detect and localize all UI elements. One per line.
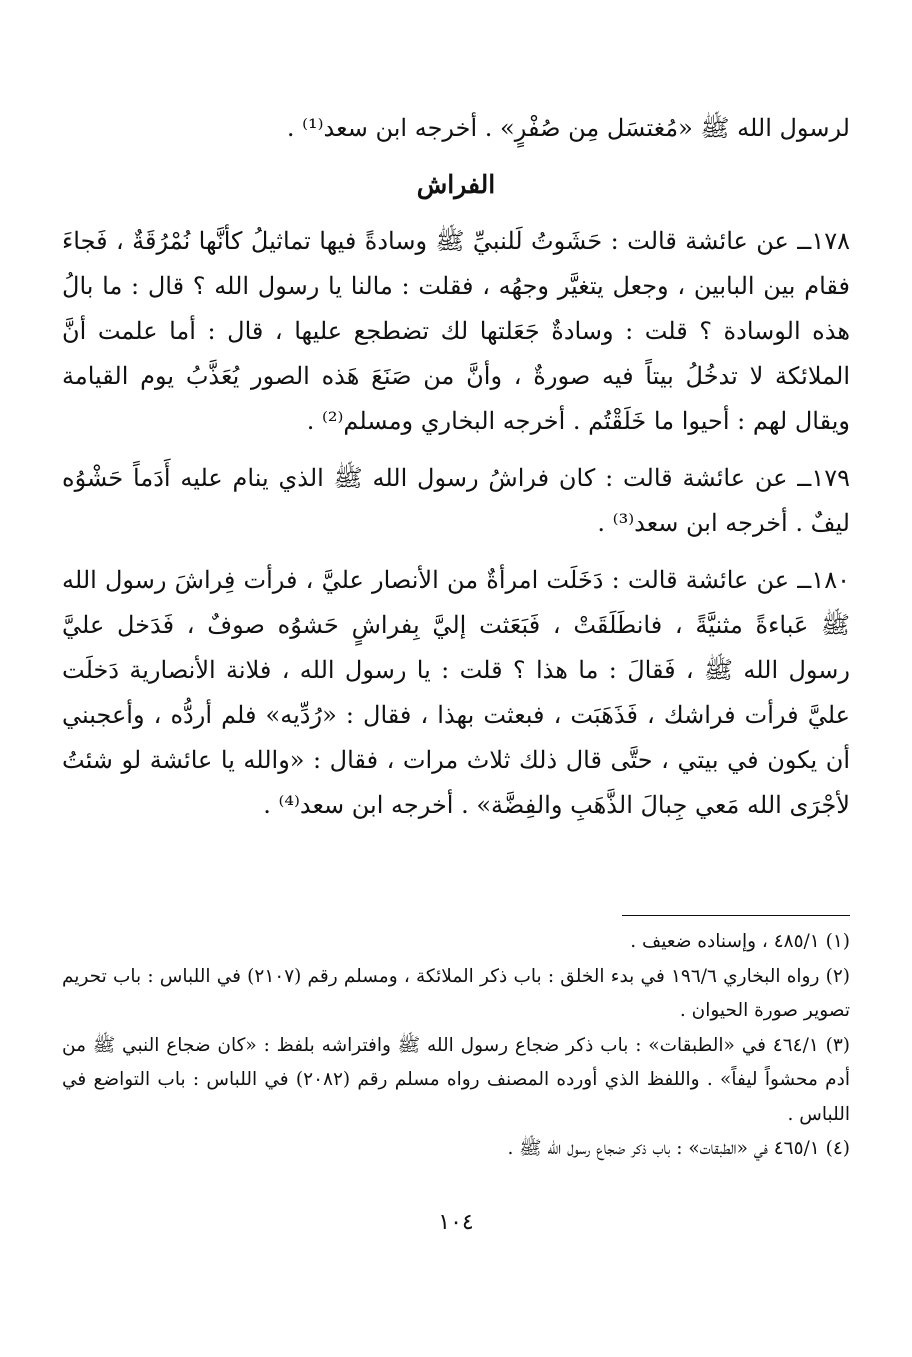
footnote: (٢) رواه البخاري ١٩٦/٦ في بدء الخلق : باب ذكر الملائكة ، ومسلم رقم (٢١٠٧) في اللباس : باب تحريم تصوير صورة الحيوان . (62, 965, 850, 1021)
hadith-paragraph: ١٧٩ــ عن عائشة قالت : كان فراشُ رسول الله ﷺ الذي ينام عليه أَدَماً حَشْوُه ليفٌ . أخرجه ابن سعد⁽³⁾ . (62, 464, 850, 537)
section-heading: الفراش (416, 170, 496, 199)
footnote: (٤) ٤٦٥/١ في «الطبقات» : باب ذكر ضجاع رسول الله ﷺ . (507, 1138, 850, 1159)
footnote-divider (622, 915, 850, 916)
footnotes (62, 925, 850, 1167)
footnote: (٣) ٤٦٤/١ في «الطبقات» : باب ذكر ضجاع رسول الله ﷺ وافتراشه بلفظ : «كان ضجاع النبي ﷺ من أدم محشواً ليفاً» . واللفظ الذي أورده المصنف رواه مسلم رقم (٢٠٨٢) في اللباس : باب التواضع في اللباس . (62, 1034, 851, 1125)
main-text (62, 106, 850, 828)
hadith-paragraph: ١٨٠ــ عن عائشة قالت : دَخَلَت امرأةٌ من الأنصار عليَّ ، فرأت فِراشَ رسول الله ﷺ عَباءةً مثنيَّةً ، فانطَلَقَتْ ، فَبَعَثت إليَّ بِفراشٍ حَشوُه صوفٌ ، فَدَخل عليَّ رسول الله ﷺ ، فَقالَ : ما هذا ؟ قلت : يا رسول الله ، فلانة الأنصارية دَخلَت عليَّ فرأت فراشك ، فَذَهَبَت ، فبعثت بهذا ، فقال : «رُدِّيه» فلم أردُّه ، وأعجبني أن يكون في بيتي ، حتَّى قال ذلك ثلاث مرات ، فقال : «والله يا عائشة لو شئتُ لأجْرَى الله مَعي جِبالَ الذَّهَبِ والفِضَّة» . أخرجه ابن سعد⁽⁴⁾ . (62, 566, 851, 819)
intro-line: لرسول الله ﷺ «مُغتسَل مِن صُفْرٍ» . أخرجه ابن سعد⁽¹⁾ . (286, 114, 850, 142)
footnote: (١) ٤٨٥/١ ، وإسناده ضعيف . (630, 931, 850, 952)
hadith-paragraph: ١٧٨ــ عن عائشة قالت : حَشَوتُ لَلنبيِّ ﷺ وسادةً فيها تماثيلُ كأنَّها نُمْرُقَةٌ ، فَجاءَ فقام بين البابين ، وجعل يتغيَّر وجهُه ، فقلت : مالنا يا رسول الله ؟ قال : ما بالُ هذه الوسادة ؟ قلت : وسادةٌ جَعَلتها لك تضطجع عليها ، قال : أما علمت أنَّ الملائكة لا تدخُلُ بيتاً فيه صورةٌ ، وأنَّ من صَنَعَ هَذه الصور يُعَذَّبُ يوم القيامة ويقال لهم : أحيوا ما خَلَقْتُم . أخرجه البخاري ومسلم⁽²⁾ . (62, 227, 850, 435)
page-number: ١٠٤ (438, 1210, 474, 1235)
